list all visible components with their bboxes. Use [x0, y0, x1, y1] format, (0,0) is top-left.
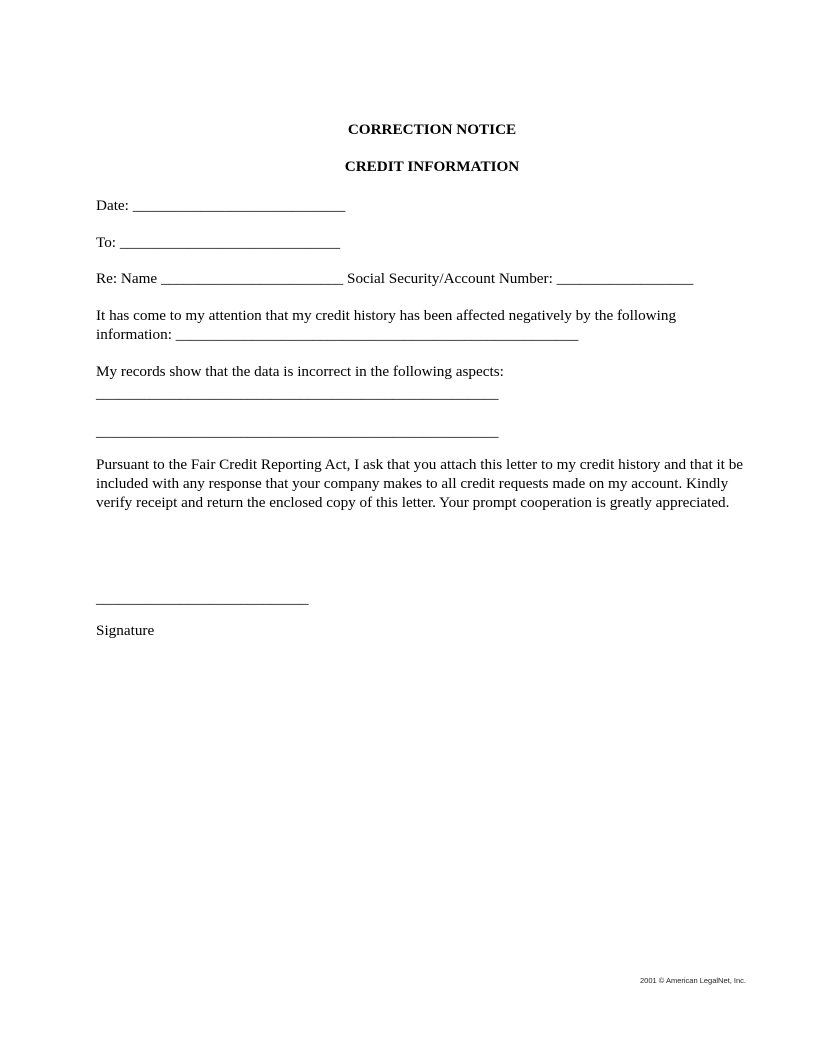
ssn-label: Social Security/Account Number:	[343, 270, 557, 287]
date-label: Date:	[96, 197, 133, 214]
document-subtitle: CREDIT INFORMATION	[344, 158, 520, 175]
records-blank-2: _____________________________________________________	[96, 423, 499, 440]
ssn-blank: __________________	[556, 270, 694, 287]
to-field	[96, 233, 340, 252]
to-blank: _____________________________	[119, 234, 341, 251]
records-blank-1: _____________________________________________________	[96, 385, 499, 402]
date-field	[96, 196, 345, 215]
re-field	[96, 269, 693, 288]
signature-blank: ____________________________	[96, 590, 309, 607]
records-text: My records show that the data is incorrect in the following aspects:	[96, 363, 504, 380]
copyright-footer: 2001 © American LegalNet, Inc.	[639, 976, 746, 985]
date-blank: ____________________________	[132, 197, 346, 214]
to-label: To:	[96, 234, 120, 251]
information-blank: _____________________________________________________	[175, 326, 579, 343]
re-name-label: Re: Name	[96, 270, 161, 287]
paragraph-2: Pursuant to the Fair Credit Reporting Act, I ask that you attach this letter to my credit history and that it be included with any response that your company makes to all credit requests made on my account. Kindly verify receipt and return the enclosed copy of this letter. Your prompt cooperation is greatly appreciated.	[96, 456, 744, 511]
signature-label: Signature	[96, 622, 155, 639]
paragraph-1-line-1: It has come to my attention that my credit history has been affected negatively by the following	[96, 307, 677, 324]
re-name-blank: ________________________	[160, 270, 344, 287]
information-label: information:	[96, 326, 176, 343]
paragraph-1-line-2	[96, 325, 578, 344]
document-title: CORRECTION NOTICE	[347, 121, 517, 138]
